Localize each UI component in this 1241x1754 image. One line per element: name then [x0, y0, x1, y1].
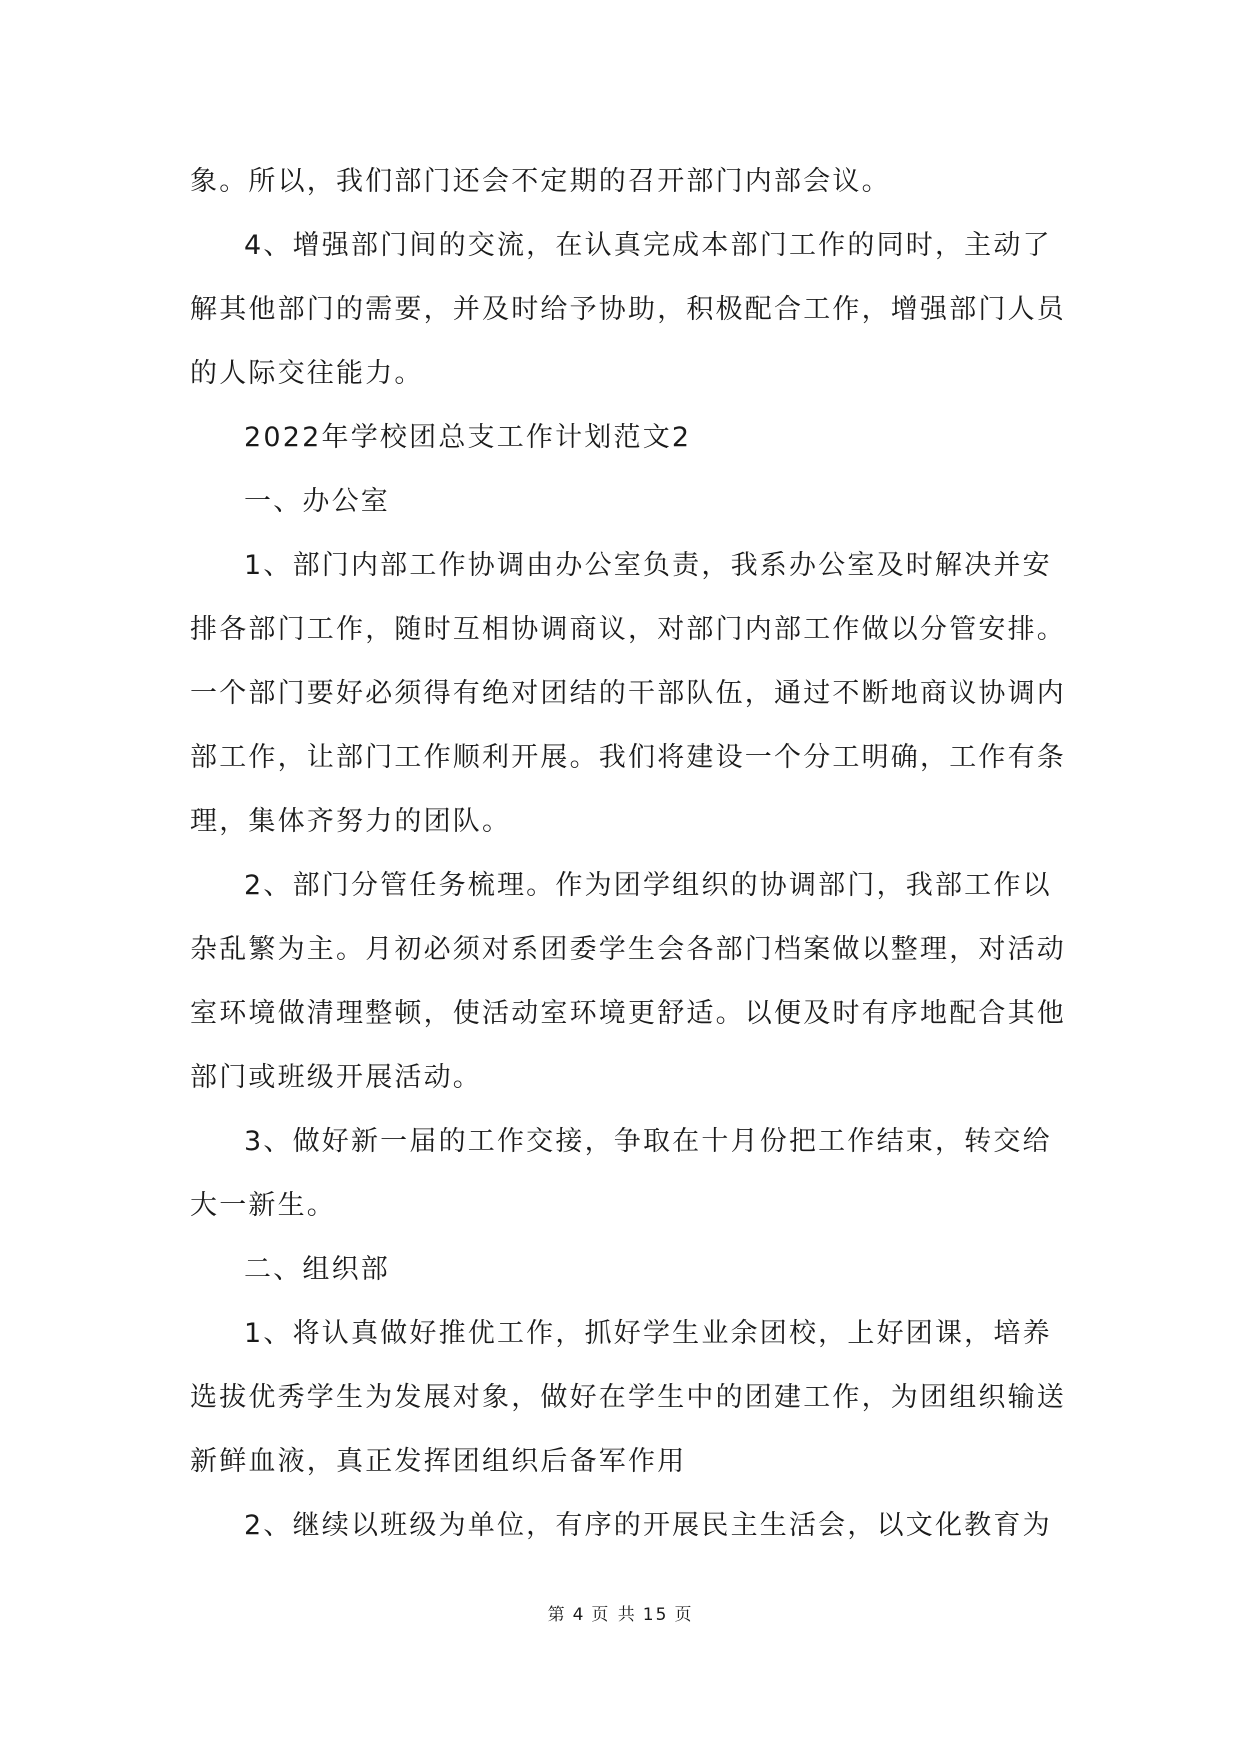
- body-text: [190, 150, 1066, 1558]
- footer-total-pages: 15: [642, 1605, 669, 1625]
- text-line: 大一新生。: [190, 1190, 336, 1221]
- text-line: 象。所以，我们部门还会不定期的召开部门内部会议。: [190, 166, 891, 197]
- text-line: 一个部门要好必须得有绝对团结的干部队伍，通过不断地商议协调内: [190, 678, 1066, 709]
- text-line: 室环境做清理整顿，使活动室环境更舒适。以便及时有序地配合其他: [190, 998, 1066, 1029]
- text-line: 1、部门内部工作协调由办公室负责，我系办公室及时解决并安: [244, 550, 1052, 581]
- footer-page-number: 4: [572, 1605, 586, 1625]
- text-line: 4、增强部门间的交流，在认真完成本部门工作的同时，主动了: [244, 230, 1052, 261]
- text-line: 排各部门工作，随时互相协调商议，对部门内部工作做以分管安排。: [190, 614, 1066, 645]
- page-footer: [0, 1600, 1241, 1625]
- text-line: 选拔优秀学生为发展对象，做好在学生中的团建工作，为团组织输送: [190, 1382, 1066, 1413]
- text-line: 杂乱繁为主。月初必须对系团委学生会各部门档案做以整理，对活动: [190, 934, 1066, 965]
- text-line: 解其他部门的需要，并及时给予协助，积极配合工作，增强部门人员: [190, 294, 1066, 325]
- footer-middle: 页 共: [591, 1605, 637, 1625]
- text-line: 的人际交往能力。: [190, 358, 424, 389]
- footer-prefix: 第: [547, 1605, 567, 1625]
- section-heading: 2022年学校团总支工作计划范文2: [244, 422, 692, 453]
- text-line: 部门或班级开展活动。: [190, 1062, 482, 1093]
- text-line: 新鲜血液，真正发挥团组织后备军作用: [190, 1446, 687, 1477]
- section-heading: 二、组织部: [244, 1254, 390, 1285]
- text-line: 2、部门分管任务梳理。作为团学组织的协调部门，我部工作以: [244, 870, 1052, 901]
- text-line: 3、做好新一届的工作交接，争取在十月份把工作结束，转交给: [244, 1126, 1052, 1157]
- text-line: 1、将认真做好推优工作，抓好学生业余团校，上好团课，培养: [244, 1318, 1052, 1349]
- text-line: 2、继续以班级为单位，有序的开展民主生活会，以文化教育为: [244, 1510, 1052, 1541]
- footer-suffix: 页: [674, 1605, 694, 1625]
- text-line: 部工作，让部门工作顺利开展。我们将建设一个分工明确，工作有条: [190, 742, 1066, 773]
- section-heading: 一、办公室: [244, 486, 390, 517]
- text-line: 理，集体齐努力的团队。: [190, 806, 512, 837]
